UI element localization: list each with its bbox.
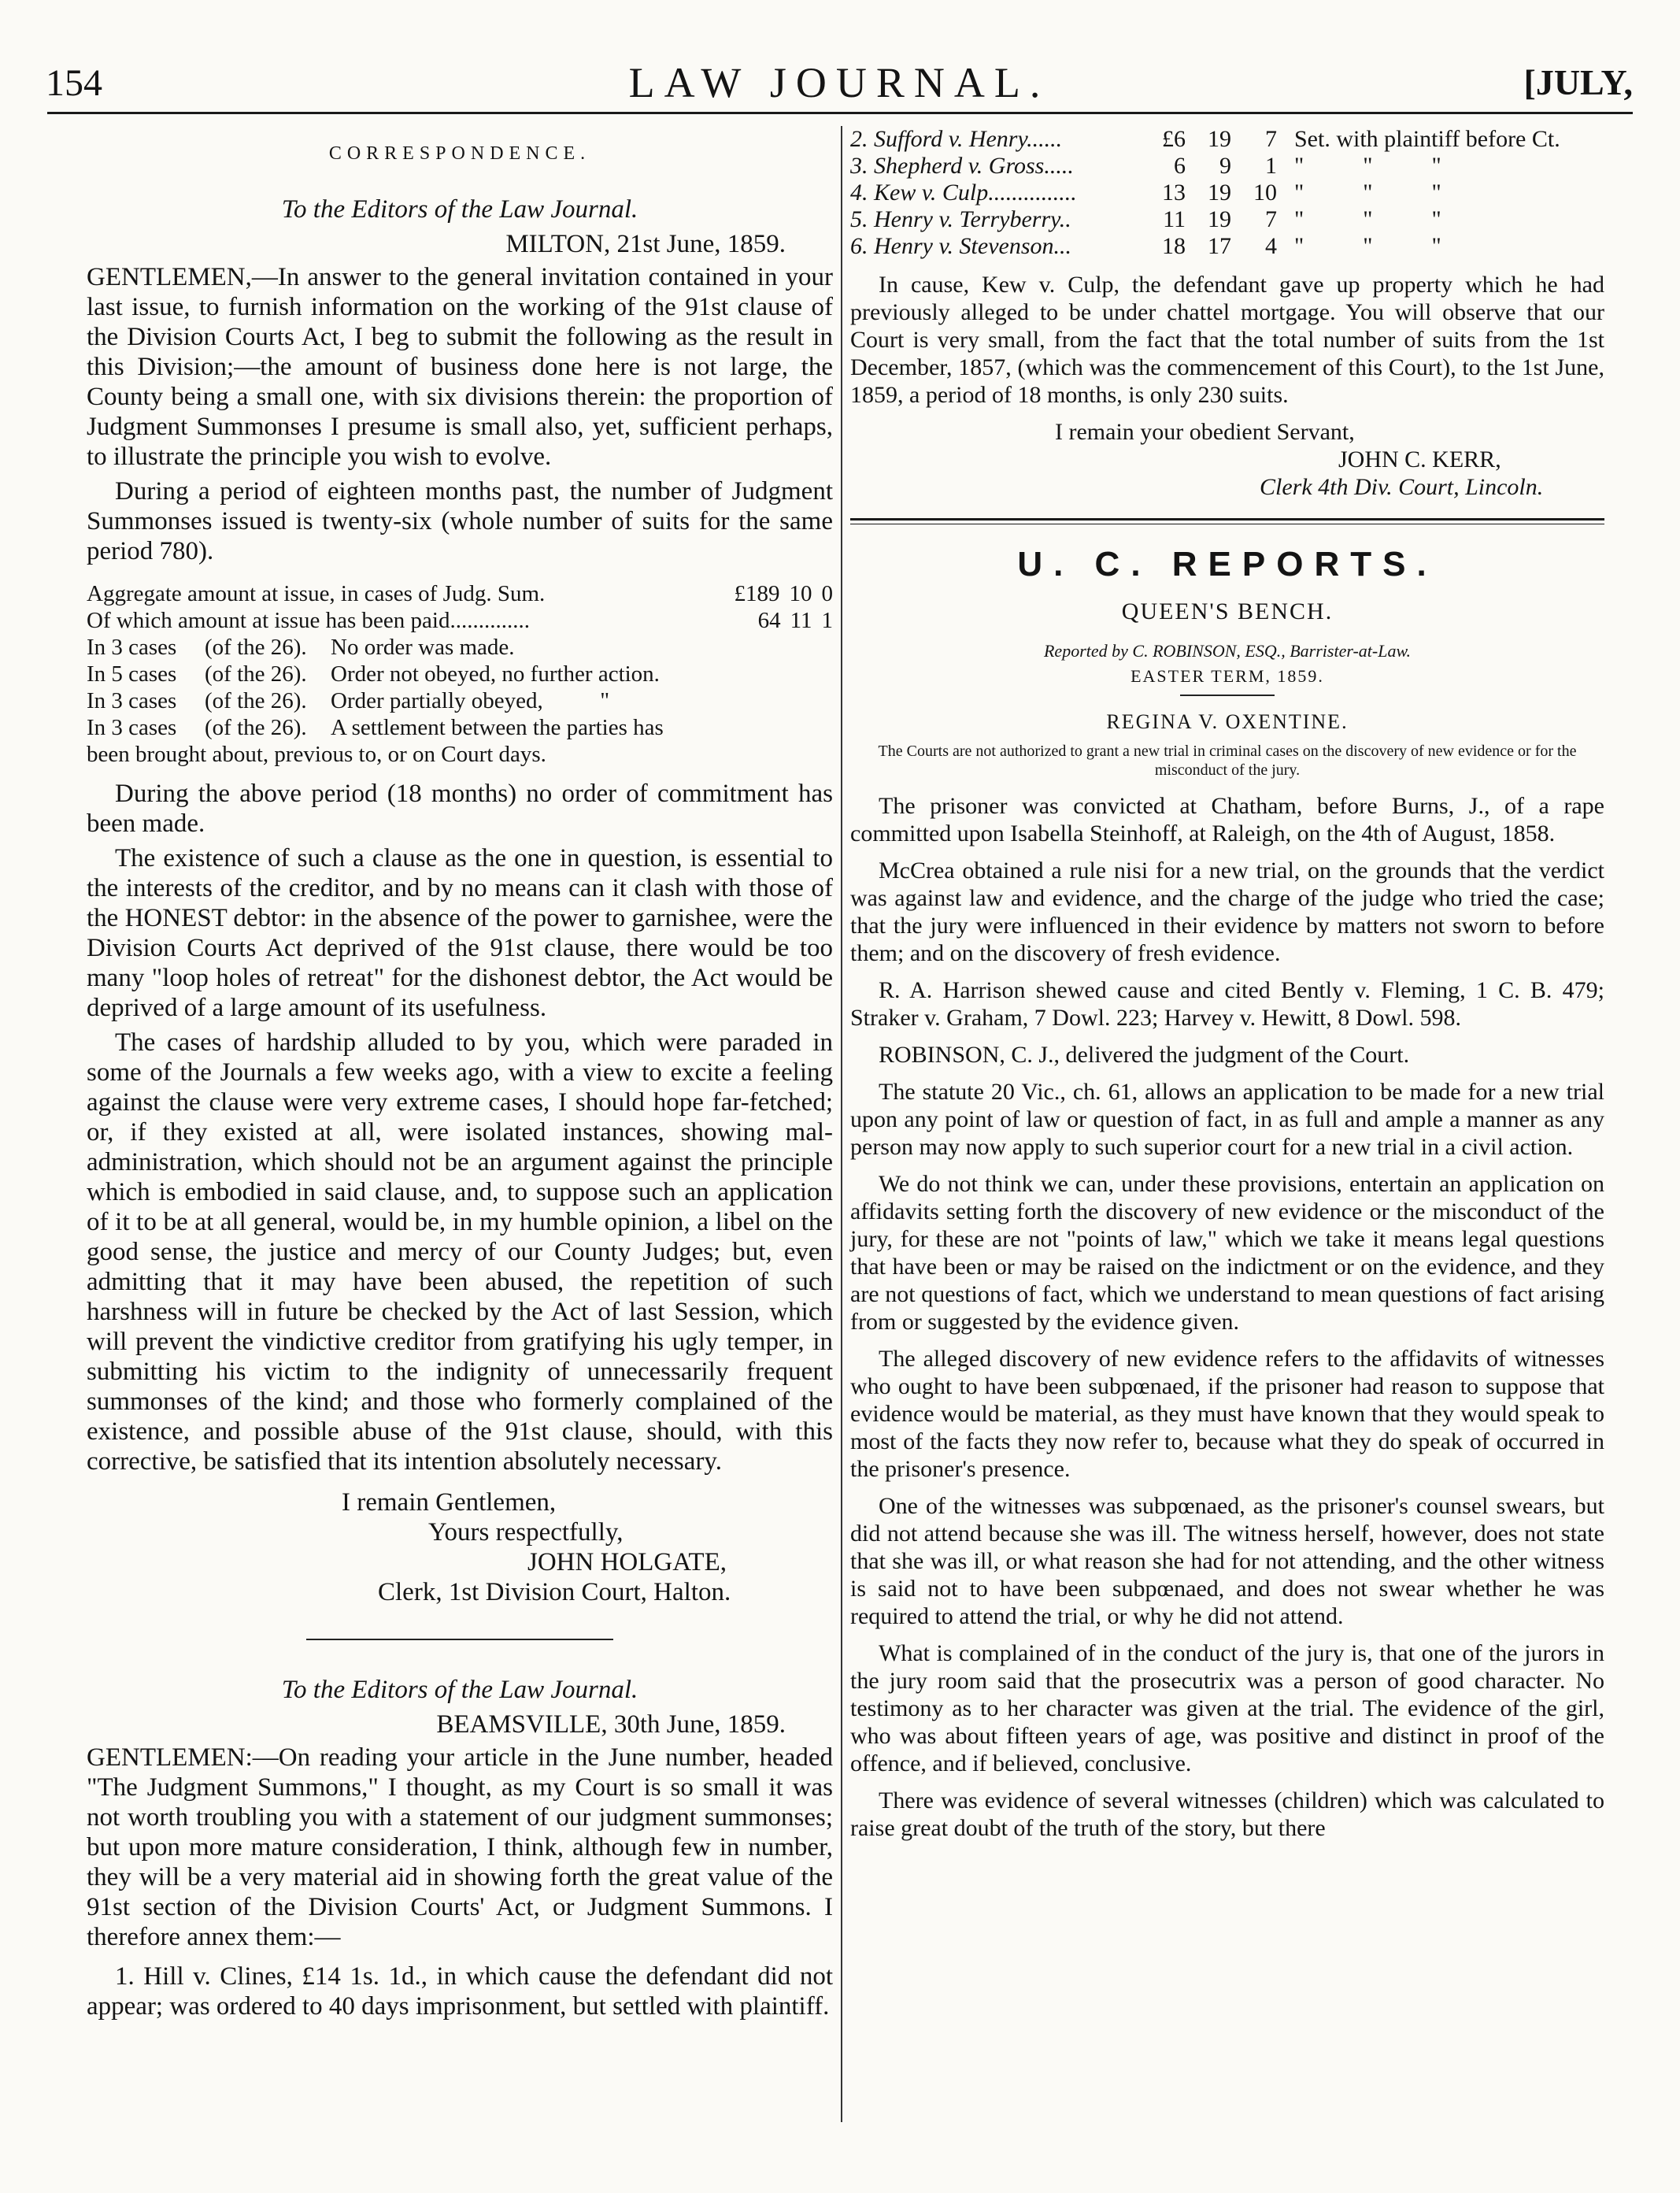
stat-case-row [87, 634, 833, 661]
amount-pounds: 6 [1174, 153, 1186, 179]
page-number: 154 [46, 62, 102, 104]
amount-pounds: 18 [1162, 233, 1186, 259]
letter-dateline: MILTON, 21st June, 1859. [505, 230, 786, 258]
header-rule [47, 112, 1633, 114]
amount-shillings: 17 [1208, 233, 1231, 259]
signature-title: Clerk, 1st Division Court, Halton. [378, 1578, 731, 1606]
letter-paragraph: During the above period (18 months) no order of commitment has been made. [87, 780, 833, 838]
left-column [87, 126, 833, 2130]
amount-pence: 7 [1265, 206, 1277, 232]
report-paragraph: The statute 20 Vic., ch. 61, allows an application to be made for a new trial upon any point of law or question of fact, in as full and ample a manner as any person may now apply to such superior court for a new trial in a civil action. [850, 1079, 1604, 1160]
report-paragraph: One of the witnesses was subpœnaed, as the prisoner's counsel swears, but did not attend because she was ill. The witness herself, however, does not state that she was ill, or what reason she had for not attending, and the other witness is said not to have been subpœnaed, and does not swear whether he was required to attend the trial, or why he did not attend. [850, 1493, 1604, 1629]
amount-shillings: 19 [1208, 206, 1231, 232]
stat-label: Of which amount at issue has been paid.............. [87, 608, 530, 633]
stat-case-row [87, 687, 833, 714]
case-name: 6. Henry v. Stevenson... [850, 233, 1072, 259]
case-remark: " " " [1294, 233, 1441, 259]
letter-paragraph: In cause, Kew v. Culp, the defendant gave up property which he had previously alleged to be under chattel mortgage. You will observe that our Court is very small, from the fact that the total number of suits from the 1st December, 1857, (which was the commencement of this Court), to the 1st June, 1859, a period of 18 months, is only 230 suits. [850, 272, 1604, 408]
case-result: Order partially obeyed, " [331, 688, 610, 713]
case-title: REGINA V. OXENTINE. [1106, 710, 1349, 733]
case-count: In 3 cases [87, 688, 177, 713]
column-divider [841, 126, 842, 2122]
amount-shillings: 19 [1208, 126, 1231, 152]
amount-pounds: 11 [1163, 206, 1186, 232]
case-remark: " " " [1294, 153, 1441, 179]
case-of: (of the 26). [205, 635, 307, 660]
amount-shillings: 9 [1219, 153, 1231, 179]
case-of: (of the 26). [205, 715, 307, 740]
case-name: 4. Kew v. Culp............... [850, 180, 1077, 206]
stat-case-row [87, 714, 833, 741]
case-count: In 3 cases [87, 635, 177, 660]
amount-shillings: 19 [1208, 180, 1231, 206]
signature-title: Clerk 4th Div. Court, Lincoln. [1260, 474, 1544, 500]
letter-dateline: BEAMSVILLE, 30th June, 1859. [436, 1710, 786, 1739]
report-paragraph: We do not think we can, under these provisions, entertain an application on affidavits setting forth the discovery of new evidence or the misconduct of the jury, for these are not "points of law," which we take it means legal questions that have been or may be raised on the indictment or on the evidence, and they are not questions of fact, which we understand to mean questions of fact arising from or suggested by the evidence given. [850, 1171, 1604, 1335]
reporter-line: Reported by C. ROBINSON, ESQ., Barrister-at-Law. [1043, 641, 1411, 661]
section-rule [1180, 695, 1275, 696]
table-row [850, 180, 1604, 206]
stat-continuation: been brought about, previous to, or on Court days. [87, 742, 546, 767]
letter-salutation-to: To the Editors of the Law Journal. [281, 195, 638, 224]
amount-shillings: 11 [790, 608, 812, 633]
stat-case-row [87, 661, 833, 687]
stat-amount [699, 607, 833, 634]
report-paragraph: There was evidence of several witnesses (children) which was calculated to raise great doubt of the truth of the story, but there [850, 1787, 1604, 1841]
letter-paragraph: The existence of such a clause as the one in question, is essential to the interests of the creditor, and by no means can it clash with those of the HONEST debtor: in the absence of the power to garnishee, were the Division Courts Act deprived of the 91st clause, there would be too many "loop holes of retreat" for the dishonest debtor, the Act would be deprived of a large amount of its usefulness. [87, 844, 833, 1022]
reports-heading: U. C. REPORTS. [1017, 545, 1438, 583]
letter-paragraph: GENTLEMEN:—On reading your article in the June number, headed "The Judgment Summons," I thought, as my Court is so small it was not worth troubling you with a statement of our judgment summonses; but upon more mature consideration, I think, although few in number, they will be a very material aid in showing forth the great value of the 91st section of the Division Courts' Act, or Judgment Summons. I therefore annex them:— [87, 1743, 833, 1951]
case-result: No order was made. [331, 635, 515, 660]
case-name: 2. Sufford v. Henry...... [850, 126, 1063, 152]
stat-row-paid [87, 607, 833, 634]
headnote: The Courts are not authorized to grant a new trial in criminal cases on the discovery of new evidence or for the misconduct of the jury. [878, 743, 1577, 779]
stat-amount [699, 580, 833, 607]
letter-paragraph: The cases of hardship alluded to by you, which were paraded in some of the Journals a few weeks ago, with a view to excite a feeling against the clause were very extreme cases, I should hope far-fetched; or, if they existed at all, were isolated instances, showing mal-administration, which should not be an argument against the principle which is embodied in said clause, and, to suppose such an application of it to be at all general, would be, in my humble opinion, a libel on the good sense, the justice and mercy of our County Judges; but, even admitting that it may have been abused, the repetition of such harshness will in future be checked by the Act of last Session, which will prevent the vindictive creditor from gratifying his ugly temper, in submitting his victim to the indignity of unnecessarily frequent summonses of the kind; and those who formerly complained of the existence, and possible abuse of the 91st clause, should, with this corrective, be satisfied that its intention absolutely necessary. [87, 1028, 833, 1476]
report-paragraph: ROBINSON, C. J., delivered the judgment of the Court. [879, 1042, 1410, 1068]
table-row [850, 153, 1604, 180]
signature-valediction: Yours respectfully, [428, 1518, 624, 1547]
table-row [850, 233, 1604, 260]
report-paragraph: McCrea obtained a rule nisi for a new trial, on the grounds that the verdict was against law and evidence, and the charge of the judge who tried the case; that the jury were influenced in their evidence by matters not sworn to before them; and on the discovery of fresh evidence. [850, 858, 1604, 966]
amount-pence: 0 [821, 581, 833, 606]
case-remark: Set. with plaintiff before Ct. [1294, 126, 1560, 152]
issue-month: [JULY, [1523, 62, 1633, 102]
case-count: In 3 cases [87, 715, 177, 740]
letter-paragraph: During a period of eighteen months past, the number of Judgment Summonses issued is twenty-six (whole number of suits for the same period 780). [87, 477, 833, 565]
case-remark: " " " [1294, 180, 1441, 206]
case-result: Order not obeyed, no further action. [331, 661, 660, 687]
case-result: A settlement between the parties has [331, 715, 664, 740]
journal-title: LAW JOURNAL. [628, 59, 1050, 106]
signature-closing: I remain your obedient Servant, [1055, 419, 1355, 445]
letter-holgate [87, 194, 833, 1607]
letter-salutation-to: To the Editors of the Law Journal. [281, 1676, 638, 1704]
right-column [850, 126, 1604, 2130]
amount-pence: 1 [821, 608, 833, 633]
case-of: (of the 26). [205, 661, 307, 687]
letter-paragraph: 1. Hill v. Clines, £14 1s. 1d., in which cause the defendant did not appear; was ordered to 40 days imprisonment, but settled with plaintiff. [87, 1962, 833, 2021]
case-count: In 5 cases [87, 661, 177, 687]
table-row [850, 126, 1604, 153]
report-paragraph: R. A. Harrison shewed cause and cited Bently v. Fleming, 1 C. B. 479; Straker v. Graham, 7 Dowl. 223; Harvey v. Hewitt, 8 Dowl. 598. [850, 977, 1604, 1031]
case-of: (of the 26). [205, 688, 307, 713]
letter-kerr [87, 1675, 833, 2021]
amount-pounds: £6 [1162, 126, 1186, 152]
amount-pence: 4 [1265, 233, 1277, 259]
amount-shillings: 10 [789, 581, 812, 606]
court-name: QUEEN'S BENCH. [1121, 598, 1334, 624]
section-rule [306, 1639, 613, 1640]
signature-closing: I remain Gentlemen, [342, 1488, 557, 1517]
amount-pence: 1 [1265, 153, 1277, 179]
amount-pounds: 64 [757, 608, 781, 633]
amount-pounds: £189 [734, 581, 780, 606]
case-name: 5. Henry v. Terryberry.. [850, 206, 1071, 232]
stat-label: Aggregate amount at issue, in cases of Judg. Sum. [87, 581, 546, 606]
case-name: 3. Shepherd v. Gross..... [850, 153, 1074, 179]
section-double-rule [850, 518, 1604, 524]
amount-pounds: 13 [1162, 180, 1186, 206]
correspondence-heading: CORRESPONDENCE. [328, 143, 591, 164]
report-paragraph: The prisoner was convicted at Chatham, before Burns, J., of a rape committed upon Isabella Steinhoff, at Raleigh, on the 4th of August, 1858. [850, 793, 1604, 846]
amount-pence: 7 [1265, 126, 1277, 152]
term-line: EASTER TERM, 1859. [1130, 666, 1324, 686]
summons-table [850, 126, 1604, 260]
signature-name: JOHN HOLGATE, [527, 1548, 727, 1576]
amount-pence: 10 [1253, 180, 1277, 206]
letter-paragraph: GENTLEMEN,—In answer to the general invitation contained in your last issue, to furnish information on the working of the 91st clause of the Division Courts Act, I beg to submit the following as the result in this Division;—the amount of business done here is not large, the County being a small one, with six divisions therein: the proportion of Judgment Summonses I presume is small also, yet, sufficient perhaps, to illustrate the principle you wish to evolve. [87, 263, 833, 471]
stat-row-aggregate [87, 580, 833, 607]
report-paragraph: What is complained of in the conduct of the jury is, that one of the jurors in the jury room said that the prosecutrix was a person of good character. No testimony as to her character was given at the trial. The evidence of the girl, who was about fifteen years of age, was positive and distinct in proof of the offence, and if believed, conclusive. [850, 1640, 1604, 1776]
case-remark: " " " [1294, 206, 1441, 232]
report-paragraph: The alleged discovery of new evidence refers to the affidavits of witnesses who ought to have been subpœnaed, if the prisoner had reason to suppose that evidence would be material, as they must have known that they would speak to most of the facts they now refer to, because what they do speak of occurred in the prisoner's presence. [850, 1346, 1604, 1482]
page-header [46, 47, 1633, 110]
summons-statistics [87, 580, 833, 768]
table-row [850, 206, 1604, 233]
signature-name: JOHN C. KERR, [1338, 446, 1501, 472]
